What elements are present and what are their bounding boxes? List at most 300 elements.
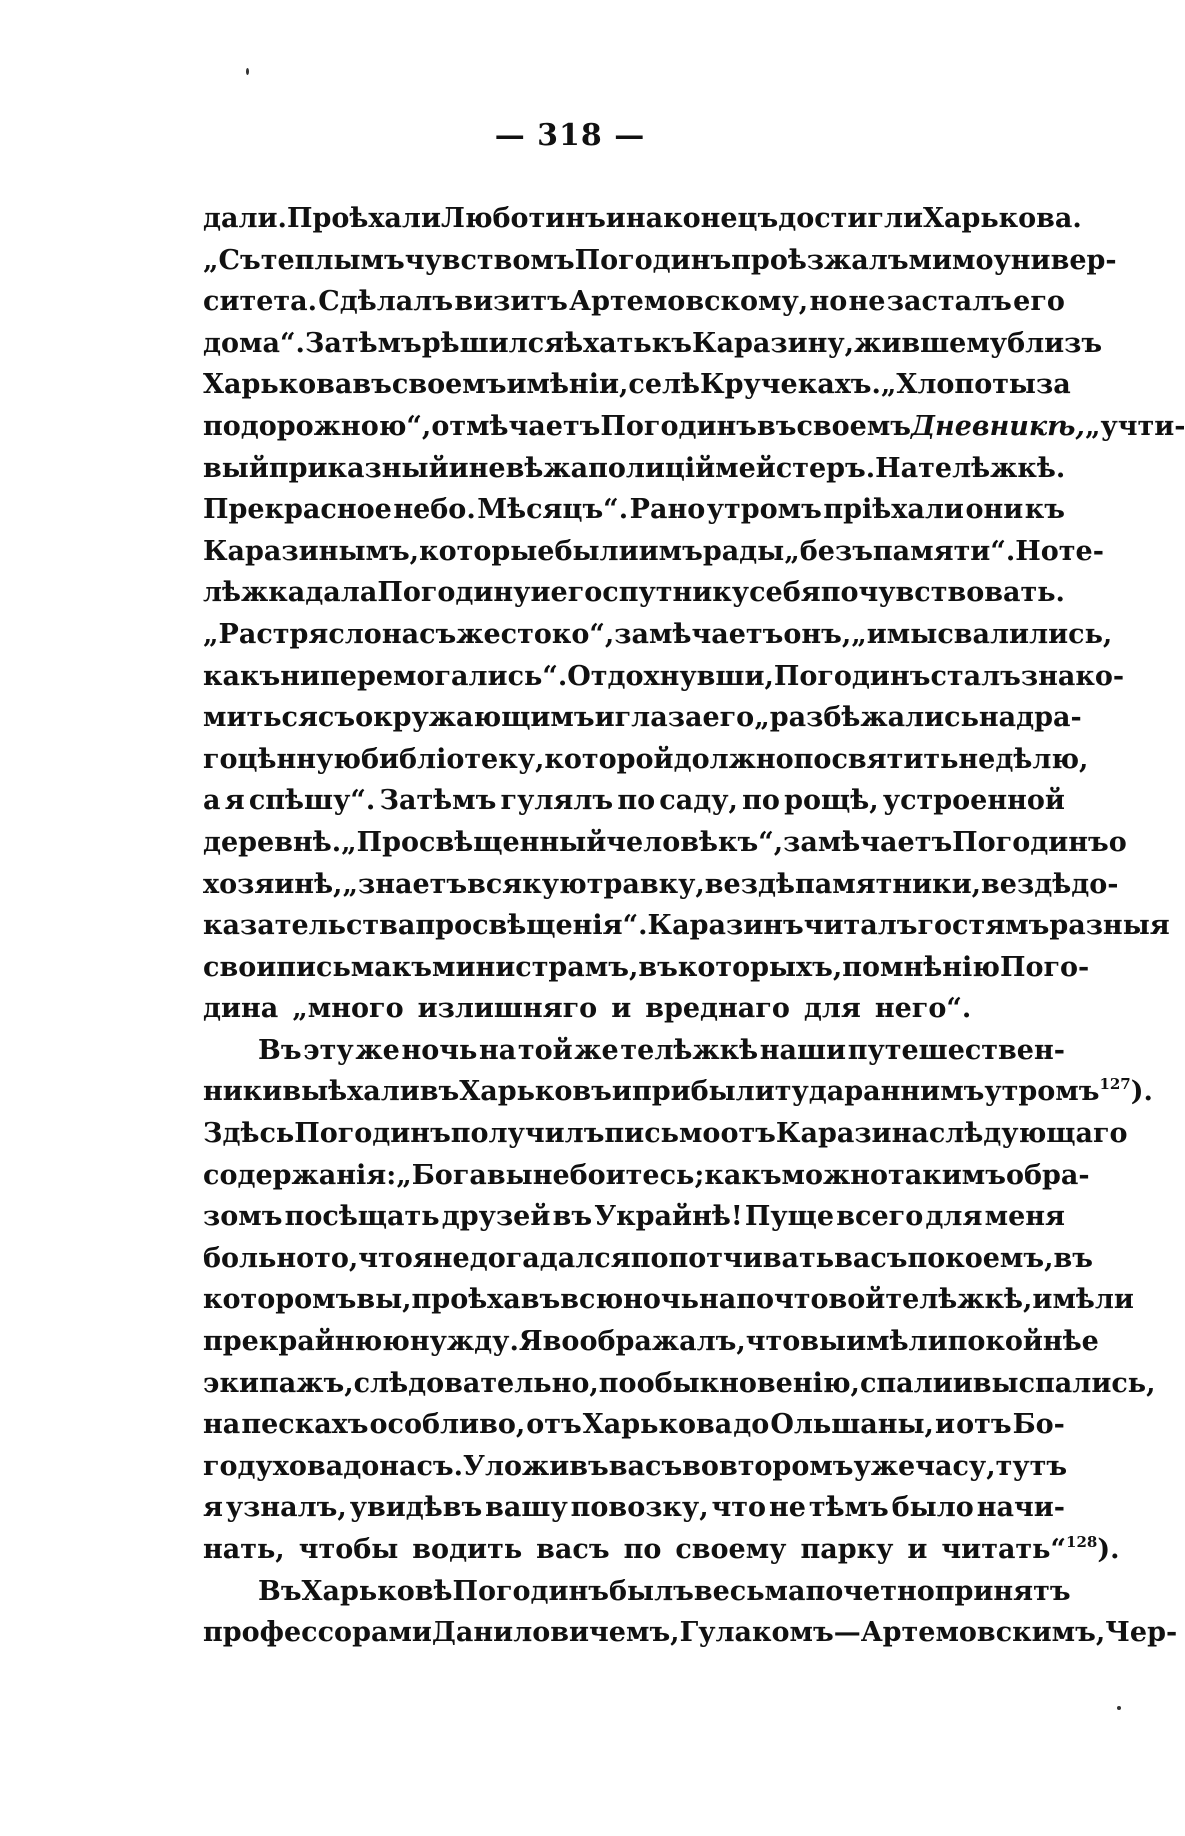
word: Погодинъ [574,244,732,276]
text-line [203,240,1117,282]
word: и [448,452,469,484]
word: Погодинъ [600,410,757,442]
text-line [203,947,1090,989]
word: имѣніи, [506,369,629,401]
word: боитесь; [569,1159,705,1191]
word: второмъ [718,1450,854,1482]
word: письма [276,951,392,983]
word: Я [518,1326,543,1358]
word: васъ [608,1450,683,1482]
word: какъ [704,1159,782,1191]
word: своему [675,1534,787,1565]
text-line [203,1238,1093,1280]
word: всю [560,1284,624,1316]
word: на [978,702,1017,734]
word: тутъ [995,1450,1068,1482]
word: миться [203,702,318,734]
word: перемогались“. [320,660,568,692]
word: Погодинъ [452,1575,610,1607]
word: было [891,1492,974,1524]
word: телѣжкѣ. [918,452,1066,484]
text-line [203,697,1082,739]
word: посвятить [793,743,959,775]
word: туда [774,1076,845,1108]
word: слѣдовательно, [353,1367,599,1399]
word: памяти“. [872,535,1016,567]
word: должно [673,743,794,775]
word: мы [886,618,938,650]
text-line [203,780,1065,822]
word: ники [203,1076,283,1108]
text-line [203,1279,1134,1321]
word: парку [800,1534,894,1565]
word: для [803,993,861,1025]
word: Сдѣлалъ [318,286,454,318]
word: „знаетъ [342,868,468,900]
word: читалъ [803,910,918,942]
word: какъ [203,660,281,692]
word: но [809,286,848,318]
word: они [965,494,1024,526]
word: Затѣмъ [304,327,422,359]
text-line [203,1612,1178,1654]
word: засталъ [886,286,1012,318]
word: Харькова. [923,203,1082,234]
word: дала [305,577,378,609]
word: о [1108,826,1127,858]
word: отъ [526,1409,582,1441]
word: Прекрасное [203,494,392,526]
word: ситета. [203,286,317,318]
word: мнѣнію [880,951,1000,983]
word: друзей [441,1201,551,1233]
word: телѣжкѣ [620,1034,759,1066]
footnote-marker: 127 [1099,1075,1131,1094]
scan-speck [1117,1706,1121,1710]
word: приказный [268,452,449,484]
word: Харьковѣ [301,1575,453,1607]
word: вездѣ [704,868,795,900]
word: письмо [604,1118,721,1150]
word: не [532,1159,570,1191]
word: той [517,1034,573,1066]
word: я [224,785,245,817]
text-line [203,198,1082,240]
word: на [478,1034,517,1066]
word: выспались, [972,1367,1156,1399]
word: „учти- [1084,410,1185,442]
word: выѣхали [282,1076,420,1108]
word: профессорами [203,1617,432,1649]
word: селѣ [628,369,701,401]
word: окружающимъ [355,702,595,734]
word: жестоко“, [456,618,615,650]
word: за [1036,369,1071,401]
word: мимо [908,244,994,276]
word: Даниловичемъ, [431,1617,680,1649]
word: его [550,577,603,609]
word: Въ [258,1034,302,1066]
word: телѣжкѣ, [885,1284,1033,1316]
word: посѣщать [284,1201,440,1233]
word: до [733,1409,770,1441]
word: раннимъ [844,1076,985,1108]
word: Въ [258,1575,302,1607]
word: Погодинъ [773,660,931,692]
word: не [432,1242,470,1274]
word: а [203,785,221,817]
word: часу, [915,1450,996,1482]
word: замѣчаетъ [783,826,953,858]
word: на [203,1409,241,1441]
word: имѣли [846,1326,948,1358]
text-line [203,864,1119,906]
word: Харькова [203,369,353,401]
word: Пуще [744,1201,835,1233]
word: былъ [609,1575,694,1607]
word: ѣхать [564,327,652,359]
word: почувствовать. [820,577,1065,609]
word: Мѣсяцъ“. [477,494,629,526]
word: зомъ [203,1201,283,1233]
word: Здѣсь [203,1118,295,1150]
word: сталъ [930,660,1021,692]
word: Пого- [999,951,1090,983]
word: Погодину [377,577,531,609]
word: своемъ [796,410,911,442]
word: что [358,1242,413,1274]
word: Уложивъ [463,1450,609,1482]
footnote-tail: ). [1097,1534,1120,1565]
word: покойнѣе [947,1326,1099,1358]
word: весьма [693,1575,806,1607]
word: эту [303,1034,354,1066]
text-line [203,1487,1065,1529]
word: саду, [659,785,738,817]
word: своемъ [391,369,507,401]
word: просвѣщенія“. [415,910,648,942]
word: „Хлопоты [880,369,1036,401]
word: себя [749,577,821,609]
word: замѣчаетъ [614,618,784,650]
scan-speck [246,68,249,75]
word: излишняго [417,993,598,1025]
word: свалились, [937,618,1113,650]
text-line [203,1321,1099,1363]
word: путешествен- [847,1034,1065,1066]
word: Отдохнувши, [567,660,774,692]
word: Гулакомъ—Артемовскимъ, [679,1617,1106,1649]
word: васъ [834,1242,908,1274]
word: Каразину, [691,327,855,359]
word: содержанія: [203,1159,397,1191]
word: Артемовскому, [569,286,809,318]
word: „разбѣжались [754,702,979,734]
text-line [203,489,1065,531]
text-line [203,406,1185,448]
text-line [203,1571,1071,1613]
word-with-footnote [984,1071,1153,1113]
footnote-marker: 128 [1066,1533,1098,1551]
word: деревнѣ. [203,826,342,858]
word: что [745,1326,801,1358]
word: спѣшу“. [248,785,376,817]
word: памятники, [794,868,982,900]
word: экипажъ, [203,1367,354,1399]
word: же [574,1034,619,1066]
word: гостямъ [917,910,1050,942]
word: не [848,286,886,318]
word: которой [544,743,674,775]
word: вы [486,1159,533,1191]
text-line [203,1196,1065,1238]
word: покоемъ, [907,1242,1054,1274]
word: вреднаго [645,993,790,1025]
word: по [842,951,881,983]
word: Погодинъ [952,826,1109,858]
word: прекрайнюю [203,1326,410,1358]
word: насъ [381,618,457,650]
word: обра- [1005,1159,1090,1191]
word: его [702,702,755,734]
word: дра- [1016,702,1082,734]
word: лѣжка [203,577,306,609]
word: Харьковъ [459,1076,612,1108]
word: ни [280,660,320,692]
word: которые [419,535,555,567]
word: имъ [638,535,703,567]
word: особливо, [369,1409,526,1441]
text-line [203,448,1065,490]
word: начи- [976,1492,1065,1524]
word: воображалъ, [542,1326,746,1358]
word: „Съ [203,244,261,276]
text-line [203,822,1127,864]
word: наконецъ [625,203,779,234]
word: подорожною“, [203,410,432,442]
word: знако- [1020,660,1125,692]
word: въ [1053,1242,1093,1274]
word: небо. [393,494,476,526]
word: нать, [203,1534,285,1565]
word: Рано [629,494,706,526]
word: близъ [1007,327,1103,359]
word: нужду. [409,1326,519,1358]
word: въ [419,1076,460,1108]
word: чувствомъ [404,244,575,276]
word: насъ. [379,1450,464,1482]
word: казательства [203,910,416,942]
word: рѣшился [421,327,565,359]
word: рады [702,535,785,567]
word: то, [314,1242,359,1274]
word: „безъ [784,535,873,567]
word: и [952,1367,973,1399]
word: гулялъ [500,785,614,817]
word: проѣзжалъ [731,244,909,276]
word: въ [756,410,797,442]
word: получилъ [450,1118,605,1150]
word: во [682,1450,719,1482]
word: прибыли [631,1076,775,1108]
body-text [203,198,1185,1654]
word: отъ [956,1409,1012,1441]
word: „Бога [396,1159,487,1191]
text-line [203,1030,1065,1072]
word: „и [851,618,887,650]
text-line [203,656,1125,698]
word: вы, [356,1284,412,1316]
word: его [1013,286,1065,318]
word: на [699,1284,737,1316]
word: съ [317,702,356,734]
word: для [925,1201,983,1233]
word: Каразинымъ, [203,535,420,567]
word: почтовой [736,1284,886,1316]
word: я [203,1492,223,1524]
word: глаза [614,702,703,734]
word: устроенной [882,785,1065,817]
word: и [594,702,615,734]
text-line [203,1404,1065,1446]
word: не [768,1492,806,1524]
text-line [203,1113,1128,1155]
text-line [203,364,1071,406]
word: невѣжа [468,452,589,484]
text-line [203,1529,1120,1571]
word: дали. [203,203,287,234]
footnote-tail: ). [1130,1076,1153,1108]
word: увидѣвъ [349,1492,483,1524]
word: спали [859,1367,953,1399]
word-with-footnote [941,1529,1119,1571]
word: утромъ [706,494,822,526]
word: вашу [485,1492,568,1524]
word: водить [412,1534,523,1565]
word: всякую [467,868,587,900]
word: человѣкъ“, [606,826,784,858]
word: слѣдующаго [928,1118,1128,1150]
word: него“. [874,993,972,1025]
word: больно [203,1242,315,1274]
word: въ [352,369,392,401]
word: полиціймейстеръ. [588,452,876,484]
word: всего [836,1201,924,1233]
word: наши [759,1034,847,1066]
word: На [875,452,919,484]
word: гоцѣнную [203,743,361,775]
word: проѣхавъ [411,1284,561,1316]
text-line [203,323,1103,365]
word: хозяинѣ, [203,868,343,900]
word: Бо- [1012,1409,1065,1441]
word: рощѣ, [784,785,879,817]
word: можно [781,1159,889,1191]
word: Чер- [1105,1617,1178,1649]
word: догадался [469,1242,631,1274]
word: пескахъ [241,1409,369,1441]
word: чтобы [298,1534,399,1565]
word: по [623,1534,662,1565]
word: по [598,1367,637,1399]
text-line [203,739,1089,781]
word: въ [638,951,678,983]
word: были [554,535,639,567]
word: Люботинъ [440,203,606,234]
word: и [935,1409,956,1441]
word: къ [391,951,432,983]
word: вы [800,1326,847,1358]
word: отмѣчаетъ [431,410,601,442]
word: годухова [203,1450,344,1482]
word: имѣли [1032,1284,1134,1316]
word: и [605,203,626,234]
word: дома“. [203,327,305,359]
word: вездѣ [981,868,1072,900]
word: Харькова [582,1409,733,1441]
text-line [203,1446,1068,1488]
word: Каразина [775,1118,929,1150]
word: Проѣхали [286,203,441,234]
word: Дневникѣ, [911,410,1085,442]
word: до [343,1450,380,1482]
word: „Растрясло [203,618,382,650]
text-line [203,1071,1153,1113]
word: визитъ [454,286,568,318]
word: „Просвѣщенный [341,826,607,858]
page-number: — 318 — [494,118,646,153]
word: Затѣмъ [379,785,497,817]
word: повозку, [570,1492,709,1524]
word: и [907,1534,928,1565]
word: разныя [1049,910,1170,942]
word: Ольшаны, [770,1409,934,1441]
text-line [203,531,1104,573]
word: по [742,785,780,817]
text-line [203,281,1065,323]
word: къ [1024,494,1065,526]
text-line [203,1155,1090,1197]
word: „много [292,993,404,1025]
word: попотчивать [630,1242,835,1274]
word: до- [1071,868,1119,900]
word: отъ [720,1118,776,1150]
word: теплымъ [260,244,405,276]
word: недѣлю, [958,743,1089,775]
word: почетно [805,1575,935,1607]
word: которомъ [203,1284,357,1316]
word: утромъ [984,1076,1100,1108]
word: и [611,1076,632,1108]
word: те- [1058,535,1104,567]
word: что [711,1492,767,1524]
word: достигли [778,203,924,234]
word: Но [1015,535,1059,567]
text-line [203,1363,1156,1405]
word: пріѣхали [823,494,964,526]
word: свои [203,951,277,983]
word: Кручекахъ. [700,369,881,401]
word: и [611,993,632,1025]
text-line [203,988,1065,1030]
word: тѣмъ [808,1492,889,1524]
word: Украйнѣ! [594,1201,743,1233]
word: вый [203,452,269,484]
word: библіотеку, [360,743,545,775]
word: ночь [401,1034,478,1066]
word: въ [552,1201,593,1233]
text-line [203,614,1113,656]
